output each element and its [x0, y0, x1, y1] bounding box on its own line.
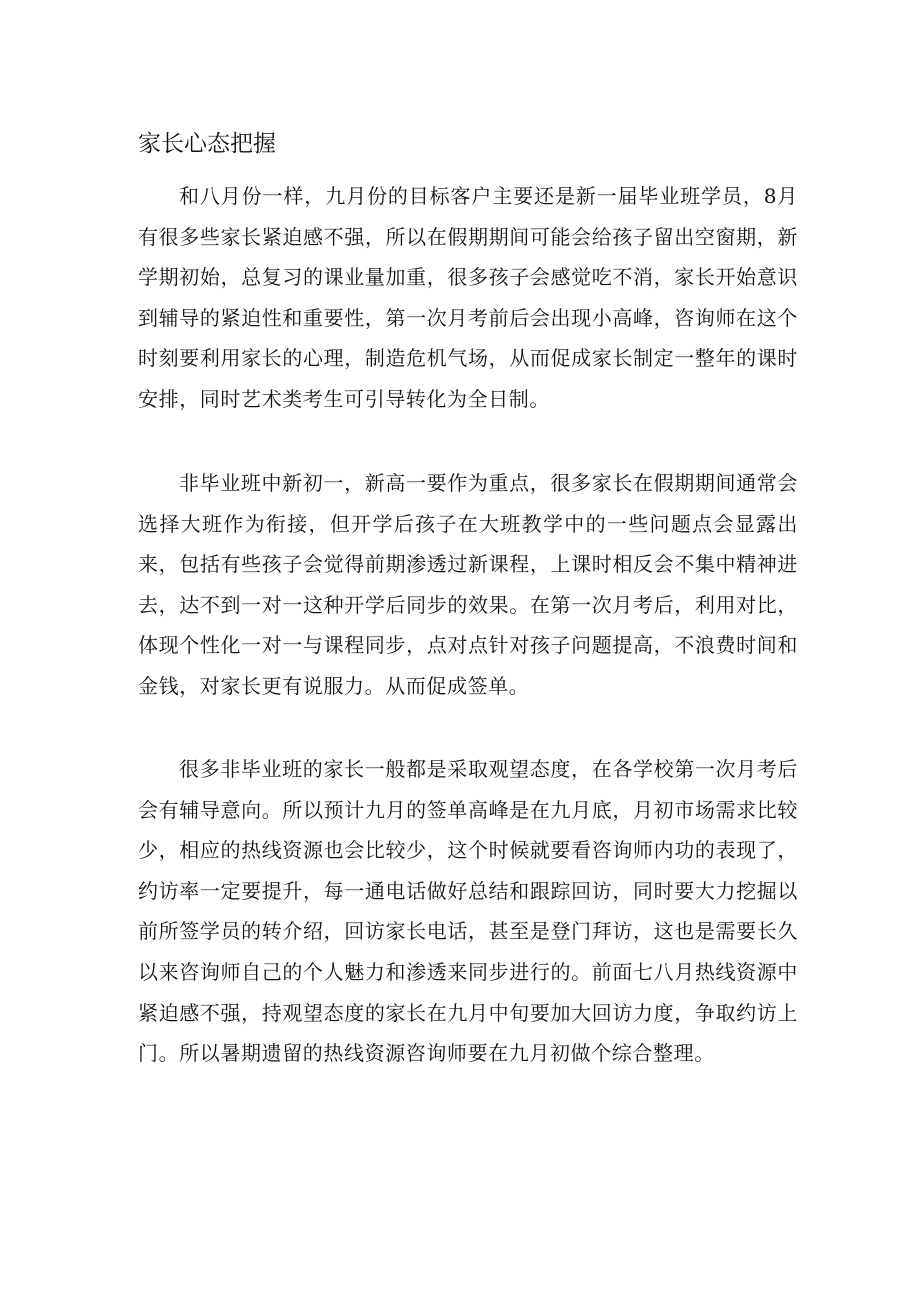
document-title: 家长心态把握	[138, 131, 276, 157]
paragraph-1: 和八月份一样，九月份的目标客户主要还是新一届毕业班学员，8月有很多些家长紧迫感不强，所以在假期期间可能会给孩子留出空窗期，新学期初始，总复习的课业量加重，很多孩子会感觉吃不消，家长开始意识到辅导的紧迫性和重要性，第一次月考前后会出现小高峰，咨询师在这个时刻要利用家长的心理，制造危机气场，从而促成家长制定一整年的课时安排，同时艺术类考生可引导转化为全日制。	[138, 184, 798, 411]
paragraph-3: 很多非毕业班的家长一般都是采取观望态度，在各学校第一次月考后会有辅导意向。所以预计九月的签单高峰是在九月底，月初市场需求比较少，相应的热线资源也会比较少，这个时候就要看咨询师内功的表现了，约访率一定要提升，每一通电话做好总结和跟踪回访，同时要大力挖掘以前所签学员的转介绍，回访家长电话，甚至是登门拜访，这也是需要长久以来咨询师自己的个人魅力和渗透来同步进行的。前面七八月热线资源中紧迫感不强，持观望态度的家长在九月中旬要加大回访力度，争取约访上门。所以暑期遗留的热线资源咨询师要在九月初做个综合整理。	[138, 757, 798, 1066]
paragraph-2: 非毕业班中新初一，新高一要作为重点，很多家长在假期期间通常会选择大班作为衔接，但开学后孩子在大班教学中的一些问题点会显露出来，包括有些孩子会觉得前期渗透过新课程，上课时相反会不集中精神进去，达不到一对一这种开学后同步的效果。在第一次月考后，利用对比，体现个性化一对一与课程同步，点对点针对孩子问题提高，不浪费时间和金钱，对家长更有说服力。从而促成签单。	[138, 471, 798, 698]
